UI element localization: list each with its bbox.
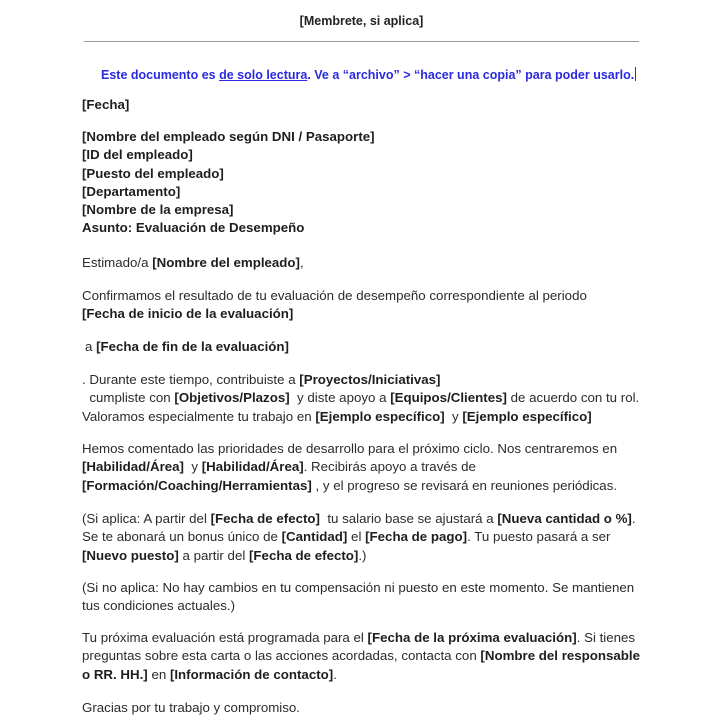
paragraph-no-change — [82, 579, 642, 616]
recipient-company: [Nombre de la empresa] — [82, 202, 234, 218]
review-text-1: Tu próxima evaluación está programada para el — [82, 630, 368, 645]
date-line — [82, 96, 642, 114]
greeting — [82, 254, 642, 272]
comp-text-5: . Tu puesto pasará a ser — [467, 529, 611, 545]
paragraph-compensation-change — [82, 510, 642, 565]
closing-text: Gracias por tu trabajo y compromiso. — [82, 700, 301, 715]
notice-pre: Este documento es — [101, 68, 220, 82]
review-text-2: . Si tienes preguntas sobre esta carta o las acciones acordadas, contacta con — [82, 630, 636, 664]
contrib-text-5: y — [444, 408, 463, 424]
effective-date-placeholder-2: [Fecha de efecto] — [249, 547, 359, 563]
header-divider — [84, 41, 639, 42]
review-text-3: en — [147, 666, 170, 682]
comp-text-6: a partir del — [178, 547, 249, 563]
next-review-date-placeholder: [Fecha de la próxima evaluación] — [367, 630, 577, 645]
comp-text-2: tu salario base se ajustará a — [319, 511, 498, 526]
text-cursor — [635, 67, 636, 81]
recipient-block — [82, 128, 642, 238]
period-end-placeholder: [Fecha de fin de la evaluación] — [96, 339, 289, 354]
no-change-text: (Si no aplica: No hay cambios en tu compensación ni puesto en este momento. Se mantienen tus condiciones actuales.) — [82, 580, 635, 614]
new-position-placeholder: [Nuevo puesto] — [82, 547, 179, 563]
example-placeholder-2: [Ejemplo específico] — [462, 408, 592, 424]
recipient-name: [Nombre del empleado según DNI / Pasaporte] — [82, 129, 375, 144]
comp-text-3: . Se te abonará un bonus único de — [82, 511, 636, 545]
subject-line: Asunto: Evaluación de Desempeño — [82, 220, 305, 236]
contact-info-placeholder: [Información de contacto] — [169, 666, 334, 682]
new-amount-placeholder: [Nueva cantidad o %] — [497, 511, 632, 526]
greeting-post: , — [299, 255, 304, 270]
comp-text-1: (Si aplica: A partir del — [82, 511, 211, 526]
letterhead: [Membrete, si aplica] — [299, 14, 424, 28]
paragraph-next-review — [82, 629, 642, 684]
period-start-placeholder: [Fecha de inicio de la evaluación] — [82, 306, 294, 322]
contrib-text-1: . Durante este tiempo, contribuiste a — [82, 372, 300, 387]
teams-placeholder: [Equipos/Clientes] — [390, 390, 507, 406]
review-text-4: . — [333, 666, 337, 682]
notice-post: . Ve a “archivo” > “hacer una copia” para poder usarlo. — [307, 68, 635, 82]
read-only-notice — [101, 67, 636, 82]
dev-text-2: y — [183, 459, 202, 475]
bonus-amount-placeholder: [Cantidad] — [281, 529, 348, 545]
objectives-placeholder: [Objetivos/Plazos] — [174, 390, 290, 406]
dev-text-3: . Recibirás apoyo a través de — [303, 459, 476, 475]
payment-date-placeholder: [Fecha de pago] — [365, 529, 468, 545]
contrib-text-2: cumpliste con — [82, 390, 175, 406]
dev-text-1: Hemos comentado las prioridades de desarrollo para el próximo ciclo. Nos centraremos en — [82, 441, 618, 456]
training-placeholder: [Formación/Coaching/Herramientas] — [82, 477, 312, 493]
greeting-pre: Estimado/a — [82, 255, 153, 270]
period-end-pre: a — [85, 339, 97, 354]
example-placeholder-1: [Ejemplo específico] — [315, 408, 445, 424]
projects-placeholder: [Proyectos/Iniciativas] — [299, 372, 441, 387]
greeting-name: [Nombre del empleado] — [152, 255, 300, 270]
contact-person-placeholder: [Nombre del responsable o RR. HH.] — [82, 648, 641, 682]
effective-date-placeholder-1: [Fecha de efecto] — [210, 511, 320, 526]
period-text: Confirmamos el resultado de tu evaluación de desempeño correspondiente al periodo — [82, 288, 587, 303]
date-placeholder: [Fecha] — [82, 97, 130, 112]
comp-text-4: el — [347, 529, 366, 545]
skill-placeholder-1: [Habilidad/Área] — [82, 459, 184, 475]
closing — [82, 699, 642, 717]
recipient-id: [ID del empleado] — [82, 147, 193, 163]
recipient-department: [Departamento] — [82, 183, 181, 199]
paragraph-period-end — [85, 338, 645, 356]
read-only-link[interactable]: de solo lectura — [219, 68, 308, 82]
skill-placeholder-2: [Habilidad/Área] — [201, 459, 304, 475]
paragraph-period-start — [82, 287, 642, 324]
paragraph-contributions — [82, 371, 642, 426]
contrib-text-4: de acuerdo con tu rol. Valoramos especialmente tu trabajo en — [82, 390, 640, 424]
comp-text-7: .) — [358, 547, 367, 563]
contrib-text-3: y diste apoyo a — [289, 390, 391, 406]
dev-text-4: , y el progreso se revisará en reuniones periódicas. — [311, 477, 618, 493]
paragraph-development — [82, 440, 642, 495]
recipient-position: [Puesto del empleado] — [82, 165, 224, 181]
